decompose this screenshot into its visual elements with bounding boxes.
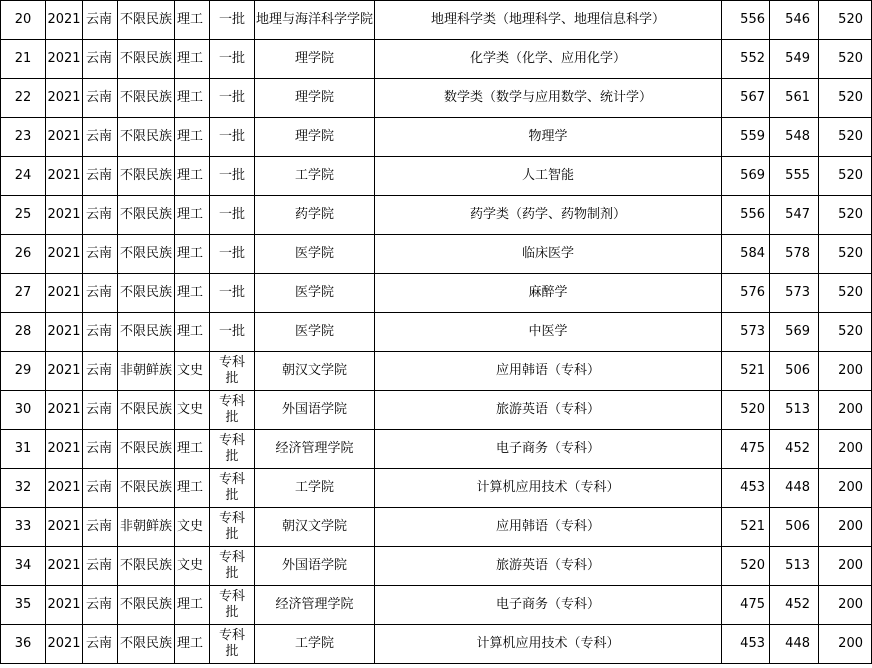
- max-score-cell: 453: [722, 625, 770, 664]
- row-number-cell: 21: [1, 40, 46, 79]
- max-score-cell: 475: [722, 430, 770, 469]
- row-number-cell: 35: [1, 586, 46, 625]
- ethnicity-cell: 不限民族: [118, 1, 175, 40]
- ethnicity-cell: 不限民族: [118, 40, 175, 79]
- table-row: [1, 469, 872, 508]
- batch-cell: 一批: [210, 118, 255, 157]
- max-score-cell: 552: [722, 40, 770, 79]
- subject-type-cell: 理工: [175, 40, 210, 79]
- row-number-cell: 36: [1, 625, 46, 664]
- major-cell: 物理学: [375, 118, 722, 157]
- province-cell: 云南: [83, 196, 118, 235]
- year-cell: 2021: [46, 274, 83, 313]
- table-body: [1, 1, 872, 664]
- year-cell: 2021: [46, 352, 83, 391]
- max-score-cell: 453: [722, 469, 770, 508]
- ethnicity-cell: 不限民族: [118, 118, 175, 157]
- college-cell: 医学院: [255, 235, 375, 274]
- year-cell: 2021: [46, 1, 83, 40]
- row-number-cell: 25: [1, 196, 46, 235]
- row-number-cell: 23: [1, 118, 46, 157]
- major-cell: 电子商务（专科）: [375, 430, 722, 469]
- province-cell: 云南: [83, 157, 118, 196]
- row-number-cell: 31: [1, 430, 46, 469]
- subject-type-cell: 文史: [175, 352, 210, 391]
- college-cell: 药学院: [255, 196, 375, 235]
- table-row: [1, 586, 872, 625]
- batch-cell: 专科批: [210, 508, 255, 547]
- ethnicity-cell: 非朝鲜族: [118, 352, 175, 391]
- subject-type-cell: 理工: [175, 1, 210, 40]
- province-cell: 云南: [83, 118, 118, 157]
- year-cell: 2021: [46, 157, 83, 196]
- college-cell: 理学院: [255, 79, 375, 118]
- row-number-cell: 20: [1, 1, 46, 40]
- max-score-cell: 573: [722, 313, 770, 352]
- college-cell: 经济管理学院: [255, 586, 375, 625]
- subject-type-cell: 理工: [175, 157, 210, 196]
- ethnicity-cell: 不限民族: [118, 547, 175, 586]
- province-cell: 云南: [83, 313, 118, 352]
- table-row: [1, 508, 872, 547]
- batch-cell: 一批: [210, 79, 255, 118]
- batch-cell: 专科批: [210, 625, 255, 664]
- table-row: [1, 235, 872, 274]
- college-cell: 工学院: [255, 469, 375, 508]
- max-score-cell: 556: [722, 196, 770, 235]
- college-cell: 外国语学院: [255, 547, 375, 586]
- ethnicity-cell: 不限民族: [118, 469, 175, 508]
- table-row: [1, 391, 872, 430]
- major-cell: 数学类（数学与应用数学、统计学）: [375, 79, 722, 118]
- batch-cell: 专科批: [210, 391, 255, 430]
- ethnicity-cell: 不限民族: [118, 157, 175, 196]
- table-row: [1, 625, 872, 664]
- major-cell: 临床医学: [375, 235, 722, 274]
- ethnicity-cell: 不限民族: [118, 586, 175, 625]
- subject-type-cell: 理工: [175, 274, 210, 313]
- control-line-cell: 200: [819, 352, 872, 391]
- min-score-cell: 452: [770, 430, 819, 469]
- max-score-cell: 559: [722, 118, 770, 157]
- control-line-cell: 520: [819, 274, 872, 313]
- subject-type-cell: 理工: [175, 118, 210, 157]
- subject-type-cell: 文史: [175, 547, 210, 586]
- max-score-cell: 521: [722, 508, 770, 547]
- table-row: [1, 313, 872, 352]
- table-row: [1, 157, 872, 196]
- max-score-cell: 520: [722, 391, 770, 430]
- min-score-cell: 452: [770, 586, 819, 625]
- row-number-cell: 29: [1, 352, 46, 391]
- batch-cell: 一批: [210, 157, 255, 196]
- row-number-cell: 28: [1, 313, 46, 352]
- college-cell: 经济管理学院: [255, 430, 375, 469]
- college-cell: 地理与海洋科学学院: [255, 1, 375, 40]
- batch-cell: 专科批: [210, 586, 255, 625]
- year-cell: 2021: [46, 469, 83, 508]
- max-score-cell: 569: [722, 157, 770, 196]
- ethnicity-cell: 非朝鲜族: [118, 508, 175, 547]
- control-line-cell: 520: [819, 313, 872, 352]
- subject-type-cell: 文史: [175, 508, 210, 547]
- min-score-cell: 547: [770, 196, 819, 235]
- min-score-cell: 546: [770, 1, 819, 40]
- province-cell: 云南: [83, 79, 118, 118]
- year-cell: 2021: [46, 586, 83, 625]
- min-score-cell: 569: [770, 313, 819, 352]
- major-cell: 旅游英语（专科）: [375, 547, 722, 586]
- control-line-cell: 200: [819, 430, 872, 469]
- control-line-cell: 520: [819, 235, 872, 274]
- max-score-cell: 556: [722, 1, 770, 40]
- major-cell: 中医学: [375, 313, 722, 352]
- college-cell: 朝汉文学院: [255, 508, 375, 547]
- table-row: [1, 547, 872, 586]
- year-cell: 2021: [46, 547, 83, 586]
- year-cell: 2021: [46, 79, 83, 118]
- batch-cell: 专科批: [210, 352, 255, 391]
- major-cell: 计算机应用技术（专科）: [375, 469, 722, 508]
- province-cell: 云南: [83, 352, 118, 391]
- control-line-cell: 200: [819, 508, 872, 547]
- min-score-cell: 555: [770, 157, 819, 196]
- subject-type-cell: 理工: [175, 313, 210, 352]
- row-number-cell: 30: [1, 391, 46, 430]
- subject-type-cell: 理工: [175, 79, 210, 118]
- control-line-cell: 520: [819, 118, 872, 157]
- table-row: [1, 352, 872, 391]
- major-cell: 人工智能: [375, 157, 722, 196]
- province-cell: 云南: [83, 508, 118, 547]
- subject-type-cell: 理工: [175, 430, 210, 469]
- college-cell: 外国语学院: [255, 391, 375, 430]
- row-number-cell: 22: [1, 79, 46, 118]
- year-cell: 2021: [46, 40, 83, 79]
- batch-cell: 一批: [210, 274, 255, 313]
- table-row: [1, 79, 872, 118]
- province-cell: 云南: [83, 586, 118, 625]
- ethnicity-cell: 不限民族: [118, 79, 175, 118]
- row-number-cell: 27: [1, 274, 46, 313]
- max-score-cell: 475: [722, 586, 770, 625]
- control-line-cell: 200: [819, 625, 872, 664]
- ethnicity-cell: 不限民族: [118, 235, 175, 274]
- batch-cell: 一批: [210, 313, 255, 352]
- min-score-cell: 513: [770, 391, 819, 430]
- control-line-cell: 200: [819, 547, 872, 586]
- major-cell: 地理科学类（地理科学、地理信息科学）: [375, 1, 722, 40]
- college-cell: 理学院: [255, 40, 375, 79]
- control-line-cell: 200: [819, 586, 872, 625]
- major-cell: 应用韩语（专科）: [375, 508, 722, 547]
- ethnicity-cell: 不限民族: [118, 430, 175, 469]
- college-cell: 工学院: [255, 157, 375, 196]
- year-cell: 2021: [46, 235, 83, 274]
- table-row: [1, 40, 872, 79]
- control-line-cell: 520: [819, 157, 872, 196]
- control-line-cell: 520: [819, 196, 872, 235]
- min-score-cell: 548: [770, 118, 819, 157]
- control-line-cell: 200: [819, 391, 872, 430]
- ethnicity-cell: 不限民族: [118, 274, 175, 313]
- major-cell: 应用韩语（专科）: [375, 352, 722, 391]
- year-cell: 2021: [46, 118, 83, 157]
- batch-cell: 一批: [210, 235, 255, 274]
- control-line-cell: 520: [819, 1, 872, 40]
- table-row: [1, 1, 872, 40]
- year-cell: 2021: [46, 430, 83, 469]
- college-cell: 医学院: [255, 274, 375, 313]
- min-score-cell: 448: [770, 625, 819, 664]
- control-line-cell: 200: [819, 469, 872, 508]
- max-score-cell: 520: [722, 547, 770, 586]
- min-score-cell: 573: [770, 274, 819, 313]
- year-cell: 2021: [46, 196, 83, 235]
- batch-cell: 一批: [210, 1, 255, 40]
- province-cell: 云南: [83, 430, 118, 469]
- province-cell: 云南: [83, 547, 118, 586]
- province-cell: 云南: [83, 235, 118, 274]
- batch-cell: 专科批: [210, 430, 255, 469]
- college-cell: 理学院: [255, 118, 375, 157]
- subject-type-cell: 理工: [175, 586, 210, 625]
- province-cell: 云南: [83, 1, 118, 40]
- batch-cell: 一批: [210, 196, 255, 235]
- max-score-cell: 576: [722, 274, 770, 313]
- ethnicity-cell: 不限民族: [118, 196, 175, 235]
- batch-cell: 专科批: [210, 469, 255, 508]
- major-cell: 药学类（药学、药物制剂）: [375, 196, 722, 235]
- year-cell: 2021: [46, 313, 83, 352]
- major-cell: 计算机应用技术（专科）: [375, 625, 722, 664]
- major-cell: 化学类（化学、应用化学）: [375, 40, 722, 79]
- college-cell: 朝汉文学院: [255, 352, 375, 391]
- min-score-cell: 506: [770, 352, 819, 391]
- year-cell: 2021: [46, 508, 83, 547]
- row-number-cell: 24: [1, 157, 46, 196]
- max-score-cell: 521: [722, 352, 770, 391]
- table-row: [1, 196, 872, 235]
- row-number-cell: 33: [1, 508, 46, 547]
- college-cell: 医学院: [255, 313, 375, 352]
- table-row: [1, 274, 872, 313]
- subject-type-cell: 理工: [175, 625, 210, 664]
- province-cell: 云南: [83, 274, 118, 313]
- control-line-cell: 520: [819, 79, 872, 118]
- year-cell: 2021: [46, 391, 83, 430]
- ethnicity-cell: 不限民族: [118, 625, 175, 664]
- min-score-cell: 549: [770, 40, 819, 79]
- province-cell: 云南: [83, 391, 118, 430]
- max-score-cell: 584: [722, 235, 770, 274]
- min-score-cell: 561: [770, 79, 819, 118]
- table-row: [1, 118, 872, 157]
- min-score-cell: 506: [770, 508, 819, 547]
- batch-cell: 一批: [210, 40, 255, 79]
- control-line-cell: 520: [819, 40, 872, 79]
- row-number-cell: 26: [1, 235, 46, 274]
- ethnicity-cell: 不限民族: [118, 313, 175, 352]
- row-number-cell: 34: [1, 547, 46, 586]
- subject-type-cell: 理工: [175, 235, 210, 274]
- row-number-cell: 32: [1, 469, 46, 508]
- subject-type-cell: 文史: [175, 391, 210, 430]
- province-cell: 云南: [83, 40, 118, 79]
- subject-type-cell: 理工: [175, 469, 210, 508]
- min-score-cell: 513: [770, 547, 819, 586]
- batch-cell: 专科批: [210, 547, 255, 586]
- max-score-cell: 567: [722, 79, 770, 118]
- college-cell: 工学院: [255, 625, 375, 664]
- min-score-cell: 448: [770, 469, 819, 508]
- year-cell: 2021: [46, 625, 83, 664]
- province-cell: 云南: [83, 625, 118, 664]
- province-cell: 云南: [83, 469, 118, 508]
- major-cell: 麻醉学: [375, 274, 722, 313]
- ethnicity-cell: 不限民族: [118, 391, 175, 430]
- subject-type-cell: 理工: [175, 196, 210, 235]
- table-row: [1, 430, 872, 469]
- major-cell: 旅游英语（专科）: [375, 391, 722, 430]
- min-score-cell: 578: [770, 235, 819, 274]
- major-cell: 电子商务（专科）: [375, 586, 722, 625]
